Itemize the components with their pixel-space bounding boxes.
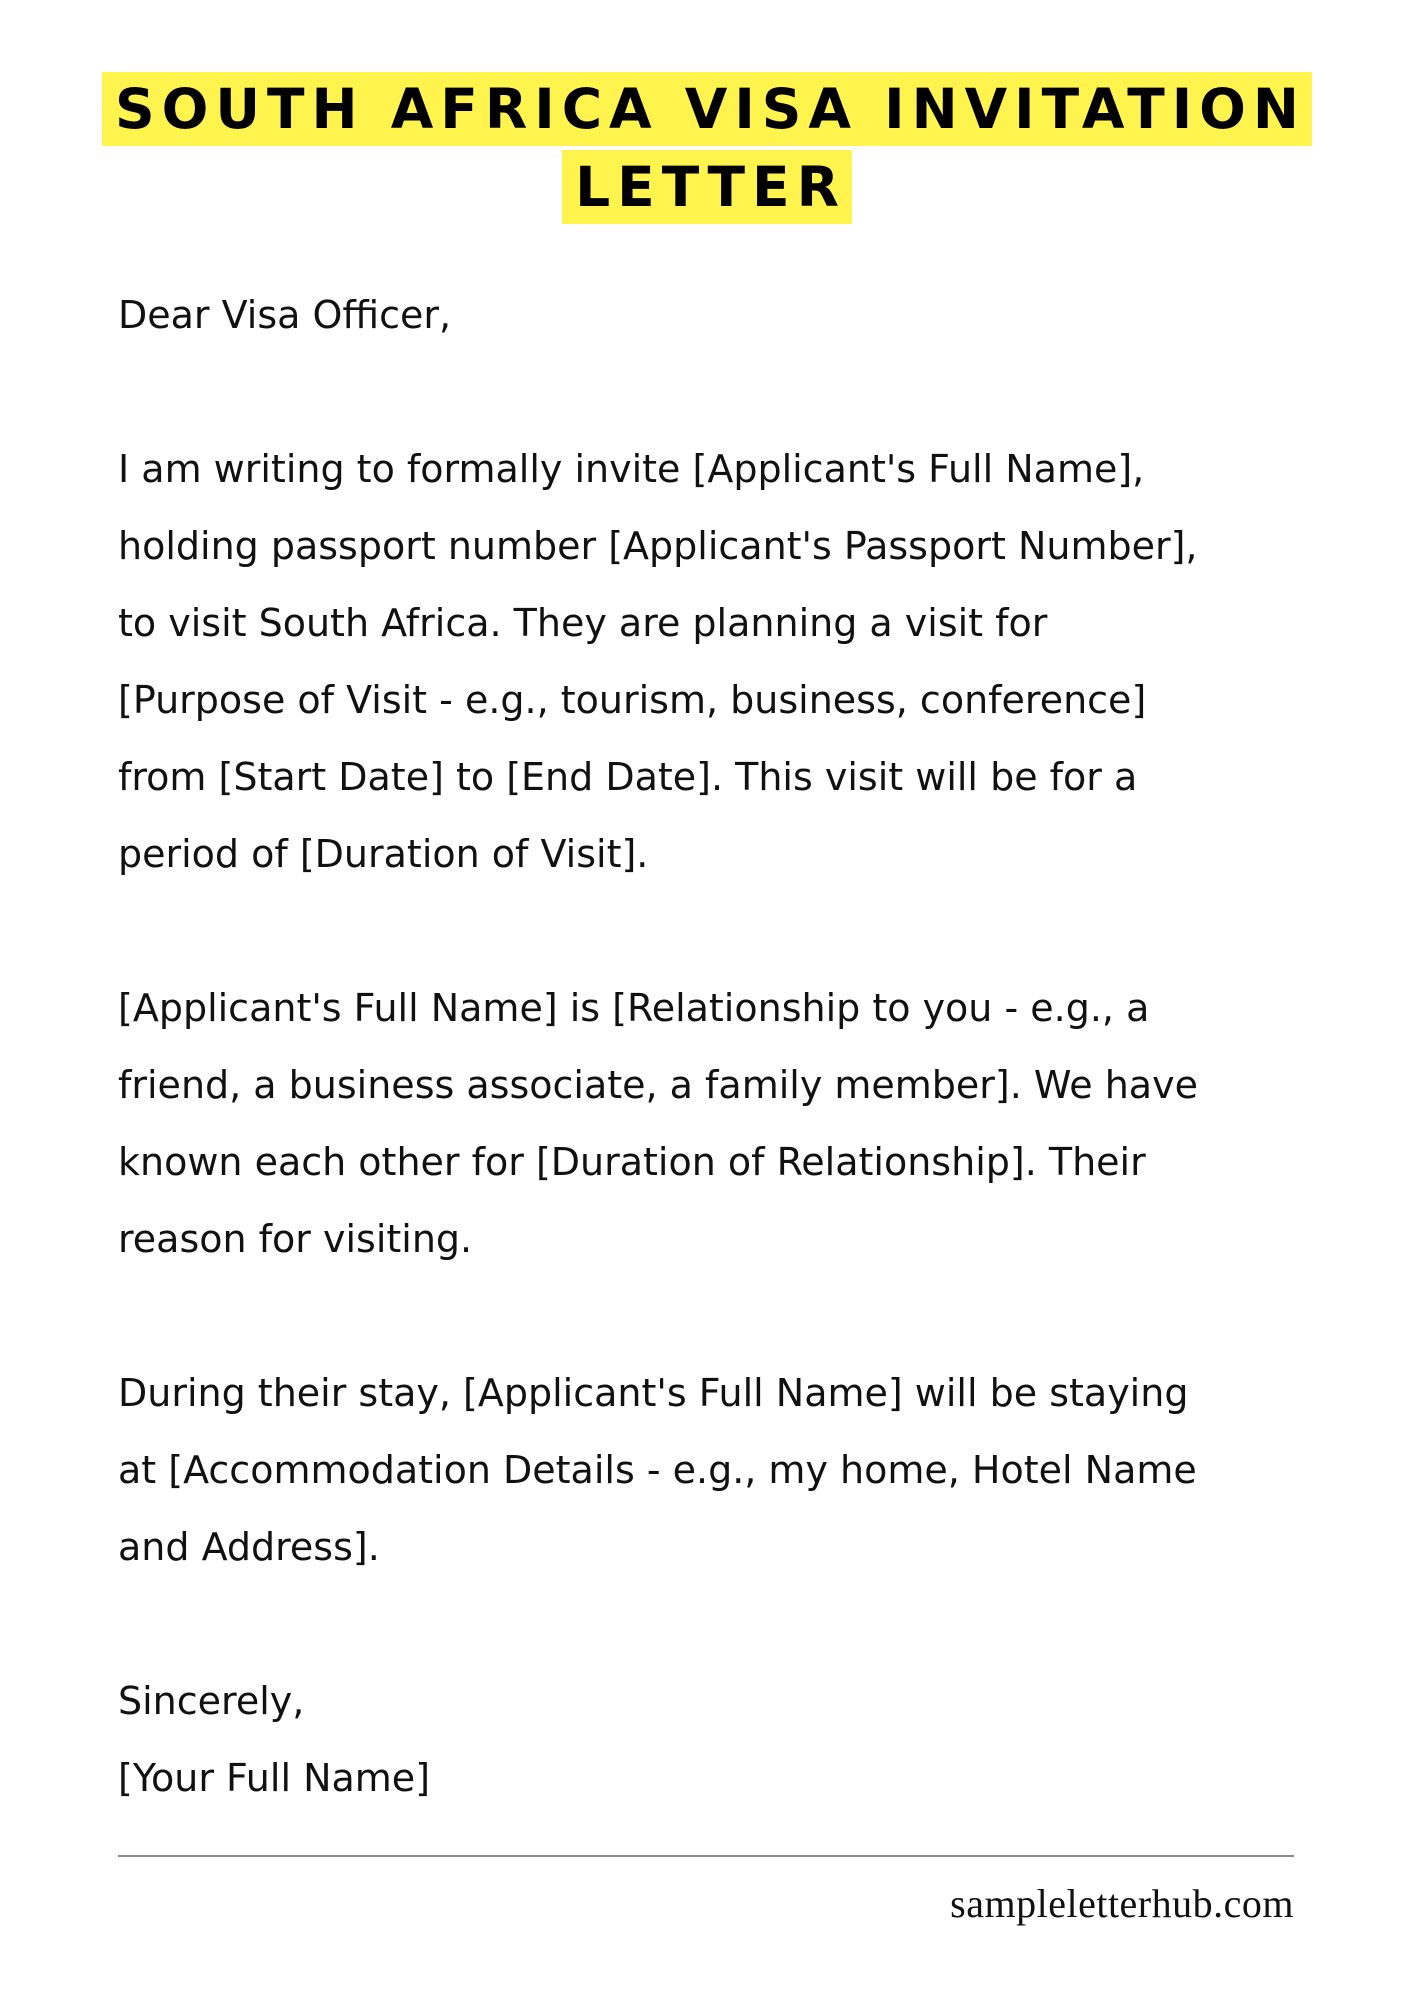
brand-watermark: sampleletterhub.com	[950, 1881, 1294, 1926]
paragraph-2-line: known each other for [Duration of Relationship]. Their	[118, 1140, 1146, 1184]
paragraph-3-line: at [Accommodation Details - e.g., my home, Hotel Name	[118, 1448, 1197, 1492]
paragraph-2-line: reason for visiting.	[118, 1217, 473, 1261]
title-line-2: LETTER	[562, 150, 852, 224]
paragraph-gap	[118, 1586, 1338, 1663]
paragraph-1-line: from [Start Date] to [End Date]. This visit will be for a	[118, 755, 1138, 799]
letter-body	[118, 277, 1338, 1817]
title-line-1: SOUTH AFRICA VISA INVITATION	[102, 72, 1312, 146]
paragraph-1-line: holding passport number [Applicant's Passport Number],	[118, 524, 1198, 568]
letter-title	[0, 72, 1414, 224]
footer-divider	[118, 1855, 1294, 1857]
paragraph-3	[118, 1355, 1338, 1586]
paragraph-1-line: period of [Duration of Visit].	[118, 832, 649, 876]
salutation: Dear Visa Officer,	[118, 293, 452, 337]
paragraph-1-line: [Purpose of Visit - e.g., tourism, business, conference]	[118, 678, 1147, 722]
paragraph-gap	[118, 1278, 1338, 1355]
paragraph-gap	[118, 893, 1338, 970]
paragraph-2-line: [Applicant's Full Name] is [Relationship to you - e.g., a	[118, 986, 1150, 1030]
paragraph-2-line: friend, a business associate, a family member]. We have	[118, 1063, 1198, 1107]
paragraph-1-line: I am writing to formally invite [Applicant's Full Name],	[118, 447, 1145, 491]
signature: [Your Full Name]	[118, 1756, 431, 1800]
paragraph-1	[118, 431, 1338, 893]
paragraph-2	[118, 970, 1338, 1278]
paragraph-gap	[118, 354, 1338, 431]
paragraph-1-line: to visit South Africa. They are planning a visit for	[118, 601, 1048, 645]
paragraph-3-line: During their stay, [Applicant's Full Name] will be staying	[118, 1371, 1189, 1415]
paragraph-3-line: and Address].	[118, 1525, 380, 1569]
closing: Sincerely,	[118, 1679, 305, 1723]
